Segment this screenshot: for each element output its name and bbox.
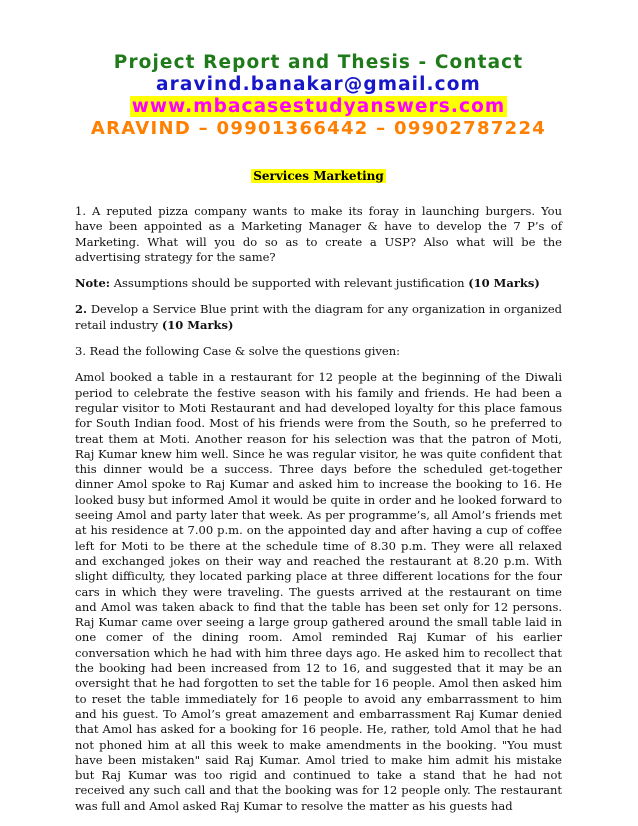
contact-header — [75, 52, 562, 140]
page-title — [75, 168, 562, 184]
header-phone: ARAVIND – 09901366442 – 09902787224 — [90, 118, 547, 139]
header-website[interactable]: www.mbacasestudyanswers.com — [131, 96, 506, 117]
note-paragraph — [75, 276, 562, 291]
question-3: 3. Read the following Case & solve the questions given: — [75, 344, 401, 359]
question-2 — [75, 302, 562, 333]
header-title: Project Report and Thesis - Contact — [113, 52, 524, 73]
section-title: Services Marketing — [253, 169, 384, 183]
note-marks: (10 Marks) — [468, 276, 540, 291]
question-2-number: 2. — [75, 302, 88, 317]
note-label: Note: — [75, 276, 111, 291]
question-1: 1. A reputed pizza company wants to make its foray in launching burgers. You have been appointed as a Marketing Manager & have to develop the 7 P’s of Marketing. What will you do so as to create a USP? Also what will be the advertising strategy for the same? — [75, 204, 562, 264]
document-body — [75, 204, 562, 814]
question-2-marks: (10 Marks) — [161, 317, 234, 332]
note-text: Assumptions should be supported with relevant justification — [110, 276, 469, 291]
header-email[interactable]: aravind.banakar@gmail.com — [156, 74, 481, 95]
case-study-text: Amol booked a table in a restaurant for 12 people at the beginning of the Diwali period to celebrate the festive season with his family and friends. He had been a regular visitor to Moti Restaurant and had developed loyalty for this place famous for South Indian food. Most of his friends were from the South, so he preferred to treat them at Moti. Another reason for his selection was that the patron of Moti, Raj Kumar knew him well. Since he was regular visitor, he was quite confident that this dinner would be a success. Three days before the scheduled get-together dinner Amol spoke to Raj Kumar and asked him to increase the booking to 16. He looked busy but informed Amol it would be quite in order and he looked forward to seeing Amol and party later that week. As per programme’s, all Amol’s friends met at his residence at 7.00 p.m. on the appointed day and after having a cup of coffee left for Moti to be there at the schedule time of 8.30 p.m. They were all relaxed and exchanged jokes on their way and reached the restaurant at 8.20 p.m. With slight difficulty, they located parking place at three different locations for the four cars in which they were traveling. The guests arrived at the restaurant on time and Amol was taken aback to find that the table has been set only for 12 persons. Raj Kumar came over seeing a large group gathered around the small table laid in one comer of the dining room. Amol reminded Raj Kumar of his earlier conversation which he had with him three days ago. He asked him to recollect that the booking had been increased from 12 to 16, and suggested that it may be an oversight that he had forgotten to set the table for 16 people. Amol then asked him to reset the table immediately for 16 people to avoid any embarrassment to him and his guest. To Amol’s great amazement and embarrassment Raj Kumar denied that Amol has asked for a booking for 16 people. He, rather, told Amol that he had not phoned him at all this week to make amendments in the booking. "You must have been mistaken" said Raj Kumar. Amol tried to make him admit his mistake but Raj Kumar was too rigid and continued to take a stand that he had not received any such call and that the booking was for 12 people only. The restaurant was full and Amol asked Raj Kumar to resolve the matter as his guests had — [75, 370, 562, 813]
question-2-text: Develop a Service Blue print with the diagram for any organization in organized retail industry — [75, 302, 562, 332]
